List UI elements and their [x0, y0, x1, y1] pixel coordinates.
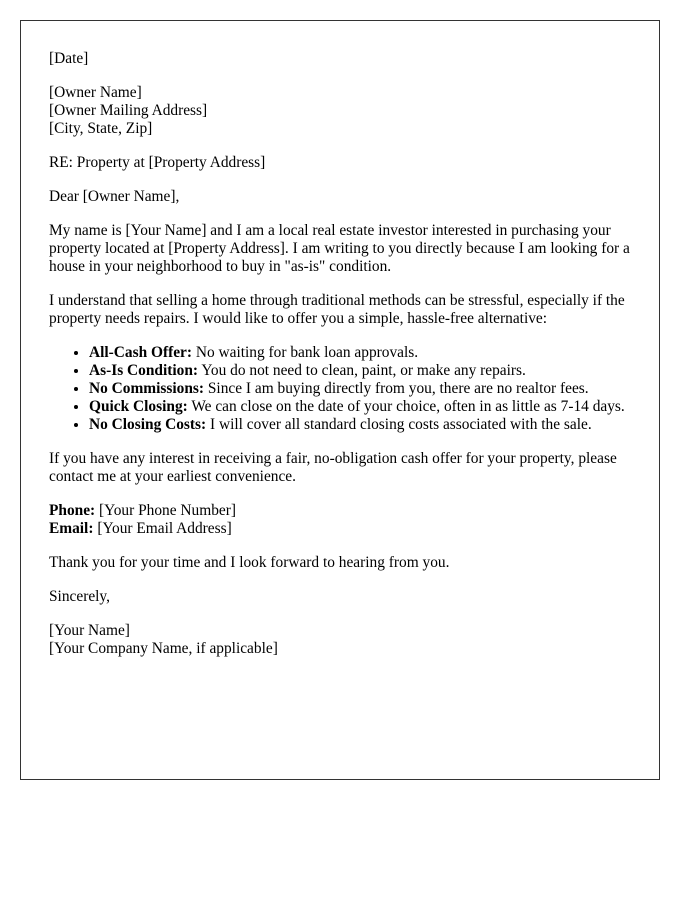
email-value: [Your Email Address]	[93, 520, 232, 537]
contact-block	[49, 502, 631, 538]
letter-date: [Date]	[49, 50, 89, 67]
recipient-city-state-zip: [City, State, Zip]	[49, 120, 153, 137]
subject-line: RE: Property at [Property Address]	[49, 154, 266, 171]
intro-paragraph: My name is [Your Name] and I am a local real estate investor interested in purchasing your property located at [Property Address]. I am writing to you directly because I am looking for a house in your neighborhood to buy in "as-is" condition.	[49, 222, 630, 275]
email-line	[49, 520, 631, 538]
benefit-term: Quick Closing:	[89, 398, 188, 415]
signature-company: [Your Company Name, if applicable]	[49, 640, 278, 657]
list-item	[89, 362, 631, 380]
email-label: Email:	[49, 520, 94, 537]
list-item	[89, 344, 631, 362]
list-item	[89, 380, 631, 398]
offer-intro-paragraph: I understand that selling a home through traditional methods can be stressful, especially if the property needs repairs. I would like to offer you a simple, hassle-free alternative:	[49, 292, 625, 327]
benefit-text: Since I am buying directly from you, there are no realtor fees.	[204, 380, 589, 397]
benefit-text: You do not need to clean, paint, or make any repairs.	[198, 362, 526, 379]
phone-line	[49, 502, 631, 520]
call-to-action-paragraph: If you have any interest in receiving a fair, no-obligation cash offer for your property, please contact me at your earliest convenience.	[49, 450, 617, 485]
benefit-term: No Closing Costs:	[89, 416, 207, 433]
benefits-list	[49, 344, 631, 434]
benefit-term: All-Cash Offer:	[89, 344, 193, 361]
recipient-name: [Owner Name]	[49, 84, 142, 101]
phone-value: [Your Phone Number]	[95, 502, 236, 519]
signature-block	[49, 622, 631, 658]
list-item	[89, 416, 631, 434]
benefit-term: No Commissions:	[89, 380, 205, 397]
benefit-term: As-Is Condition:	[89, 362, 199, 379]
recipient-address: [Owner Mailing Address]	[49, 102, 208, 119]
thanks-paragraph: Thank you for your time and I look forward to hearing from you.	[49, 554, 450, 571]
benefit-text: We can close on the date of your choice, often in as little as 7-14 days.	[187, 398, 625, 415]
benefit-text: I will cover all standard closing costs associated with the sale.	[206, 416, 592, 433]
benefit-text: No waiting for bank loan approvals.	[192, 344, 419, 361]
list-item	[89, 398, 631, 416]
closing: Sincerely,	[49, 588, 110, 605]
phone-label: Phone:	[49, 502, 96, 519]
recipient-block	[49, 84, 631, 138]
letter-document	[20, 20, 660, 780]
salutation: Dear [Owner Name],	[49, 188, 180, 205]
signature-name: [Your Name]	[49, 622, 130, 639]
